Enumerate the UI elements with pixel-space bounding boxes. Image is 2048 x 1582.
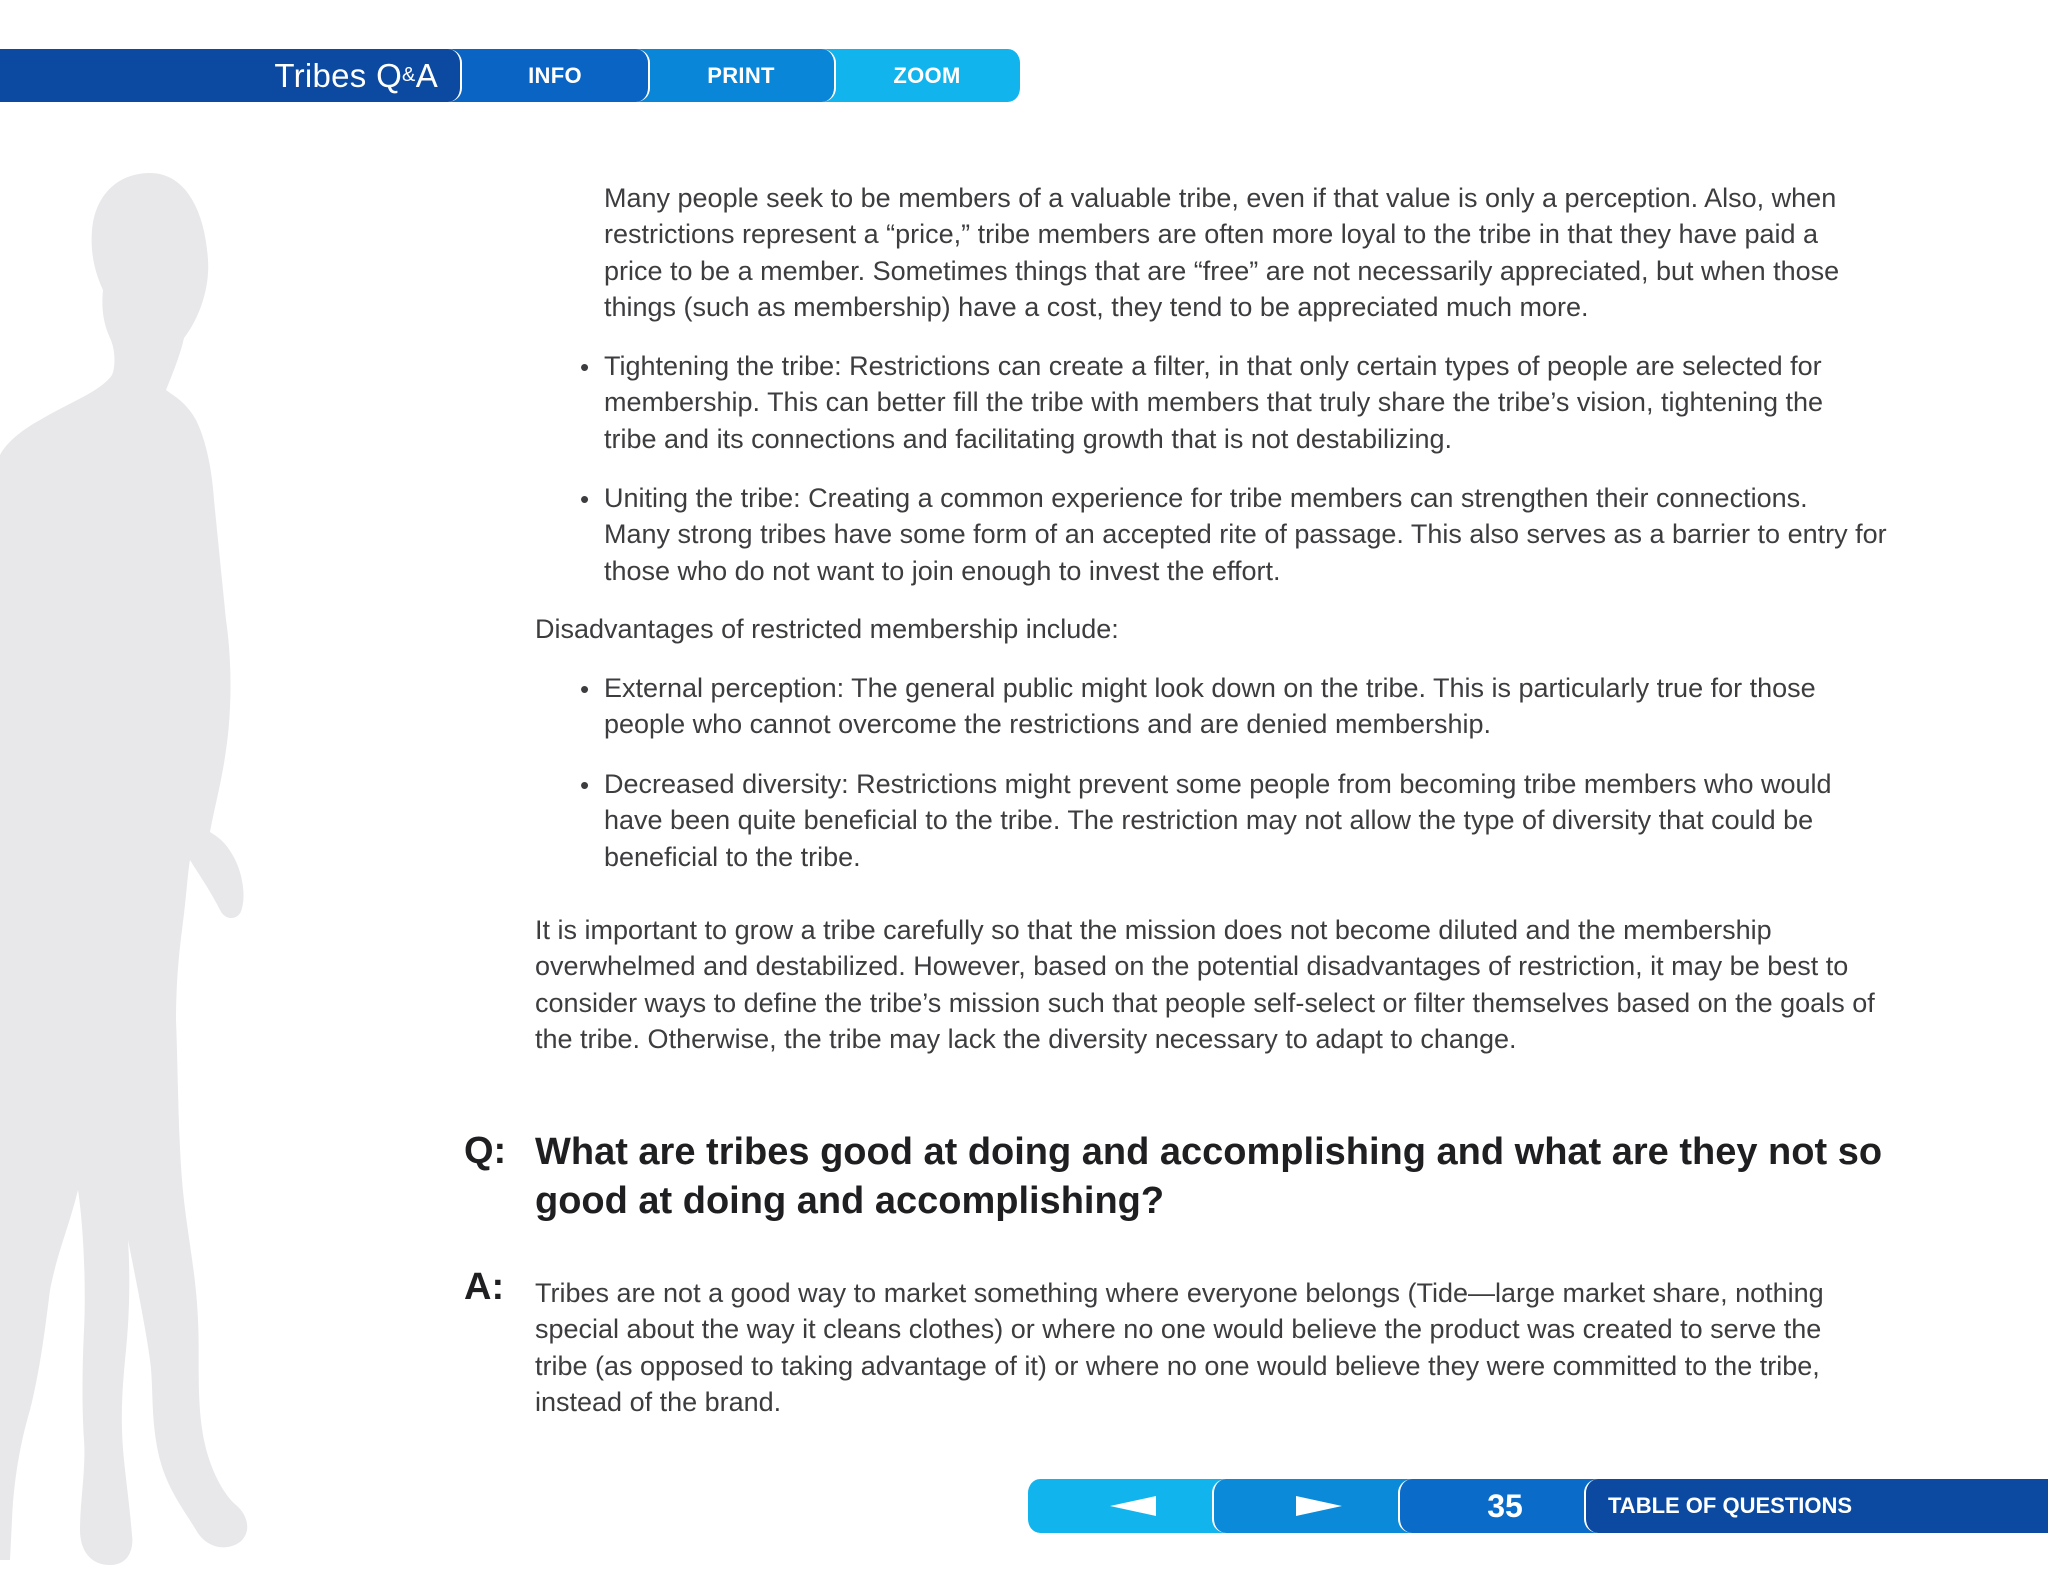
text-line: membership. This can better fill the tribe with members that truly share the tribe’s vision, tightening the — [604, 387, 1824, 418]
text-line: special about the way it cleans clothes) or where no one would believe the product was created to serve the — [535, 1314, 1822, 1345]
text-line: price to be a member. Sometimes things that are “free” are not necessarily appreciated, but when those — [604, 255, 1840, 286]
bullet-tightening-the-tribe — [604, 348, 1823, 457]
next-page-button[interactable] — [1212, 1479, 1424, 1533]
bullet-decreased-diversity — [604, 766, 1832, 875]
question-text — [535, 1128, 1882, 1226]
answer-text — [535, 1275, 1824, 1420]
bullet-marker: • — [580, 770, 590, 800]
arrow-right-icon — [1294, 1494, 1344, 1518]
table-of-questions-button[interactable]: TABLE OF QUESTIONS — [1584, 1479, 2048, 1533]
bullet-uniting-the-tribe — [604, 480, 1887, 589]
bullet-marker: • — [580, 352, 590, 382]
text-line: consider ways to define the tribe’s mission such that people self-select or filter themselves based on the goals of — [535, 987, 1875, 1018]
text-line: External perception: The general public might look down on the tribe. This is particularly true for those — [604, 673, 1816, 703]
bullet-marker: • — [580, 674, 590, 704]
bullet-marker: • — [580, 484, 590, 514]
info-button[interactable]: INFO — [446, 49, 650, 102]
text-line: restrictions represent a “price,” tribe members are often more loyal to the tribe in that they have paid a — [604, 219, 1819, 250]
bullet-external-perception — [604, 670, 1816, 743]
bottom-nav — [1026, 1479, 2048, 1533]
app-title-end: A — [415, 56, 438, 94]
answer-label: A: — [464, 1266, 505, 1308]
text-line: instead of the brand. — [535, 1386, 782, 1417]
app-title-main: Tribes Q — [274, 56, 403, 94]
text-line: Uniting the tribe: Creating a common experience for tribe members can strengthen their connections. — [604, 483, 1808, 513]
arrow-left-icon — [1108, 1494, 1158, 1518]
paragraph-grow-carefully — [535, 912, 1875, 1057]
print-button[interactable]: PRINT — [632, 49, 836, 102]
app-title-amp: & — [402, 64, 416, 86]
text-line: those who do not want to join enough to invest the effort. — [604, 555, 1281, 586]
paragraph-price-perception — [604, 180, 1839, 325]
question-line: good at doing and accomplishing? — [535, 1180, 1165, 1222]
text-line: things (such as membership) have a cost, they tend to be appreciated much more. — [604, 291, 1589, 322]
text-line: people who cannot overcome the restrictions and are denied membership. — [604, 709, 1492, 740]
person-silhouette-image — [0, 170, 330, 1570]
zoom-button[interactable]: ZOOM — [818, 49, 1022, 102]
text-line: the tribe. Otherwise, the tribe may lack the diversity necessary to adapt to change. — [535, 1023, 1517, 1054]
text-line: Many people seek to be members of a valuable tribe, even if that value is only a perception. Also, when — [604, 183, 1837, 213]
text-line: Tightening the tribe: Restrictions can create a filter, in that only certain types of people are selected for — [604, 351, 1822, 381]
text-line: Tribes are not a good way to market something where everyone belongs (Tide—large market share, nothing — [535, 1278, 1824, 1308]
top-nav — [0, 49, 1022, 102]
text-line: Decreased diversity: Restrictions might prevent some people from becoming tribe members who would — [604, 769, 1832, 799]
text-line: tribe and its connections and facilitating growth that is not destabilizing. — [604, 423, 1452, 454]
page-number: 35 — [1398, 1479, 1610, 1533]
text-line: Many strong tribes have some form of an accepted rite of passage. This also serves as a barrier to entry for — [604, 519, 1887, 550]
question-line: What are tribes good at doing and accomplishing and what are they not so — [535, 1131, 1883, 1173]
previous-page-button[interactable] — [1026, 1479, 1238, 1533]
question-label: Q: — [464, 1130, 507, 1172]
text-line: beneficial to the tribe. — [604, 841, 861, 872]
text-line: It is important to grow a tribe carefully so that the mission does not become diluted and the membership — [535, 915, 1772, 945]
text-line: have been quite beneficial to the tribe. The restriction may not allow the type of diversity that could be — [604, 805, 1814, 836]
disadvantages-heading: Disadvantages of restricted membership include: — [535, 614, 1119, 644]
text-line: overwhelmed and destabilized. However, based on the potential disadvantages of restriction, it may be best to — [535, 951, 1849, 982]
app-title — [0, 49, 462, 102]
text-line: tribe (as opposed to taking advantage of it) or where no one would believe they were committed to the tribe, — [535, 1350, 1820, 1381]
